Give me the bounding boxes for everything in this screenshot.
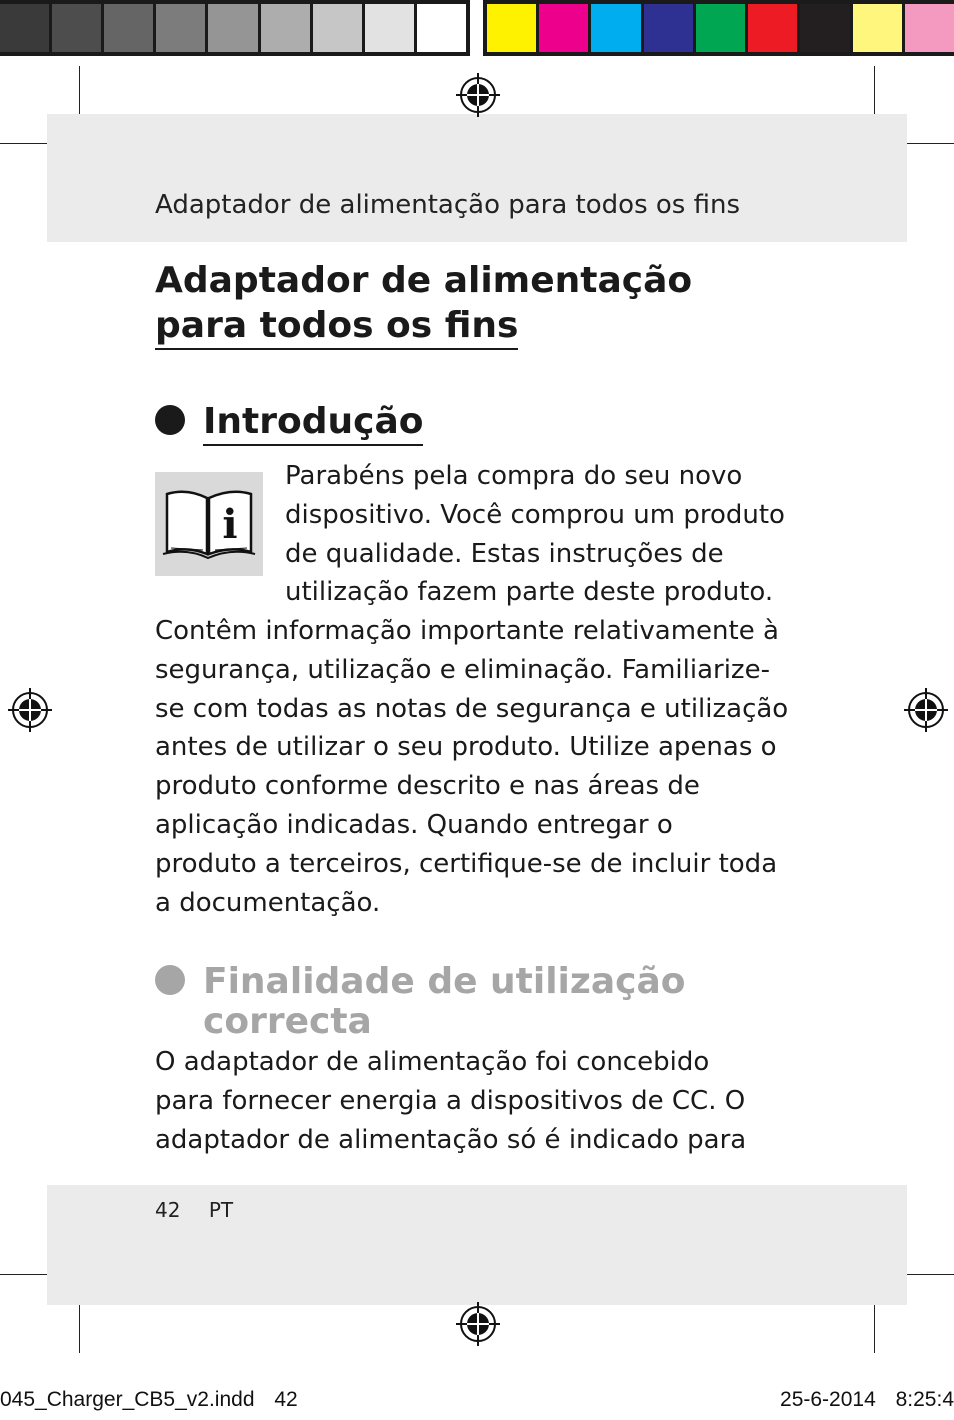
slug-time: 8:25:4 [895, 1388, 954, 1411]
slug-filename: 045_Charger_CB5_v2.indd [0, 1388, 255, 1411]
color-swatch [365, 4, 414, 52]
color-swatch [104, 4, 153, 52]
process-color-bar [483, 0, 954, 56]
color-swatch [417, 4, 466, 52]
text-line: a documentação. [155, 887, 381, 918]
registration-mark-icon [456, 1302, 500, 1346]
text-line: aplicação indicadas. Quando entregar o [155, 809, 673, 840]
gray-color-bar [0, 0, 470, 56]
color-swatch [487, 4, 536, 52]
purpose-paragraph [155, 1043, 746, 1159]
text-line: utilização fazem parte deste produto. [285, 577, 774, 608]
text-line: adaptador de alimentação só é indicado para [155, 1124, 747, 1155]
slug-page: 42 [274, 1388, 298, 1411]
color-swatch [52, 4, 101, 52]
info-letter: i [222, 501, 238, 548]
registration-mark-icon [456, 73, 500, 117]
page-footer [155, 1198, 233, 1222]
text-line: O adaptador de alimentação foi concebido [155, 1047, 710, 1077]
text-line: Contêm informação importante relativamente à [155, 616, 779, 646]
section-heading-text: Introdução [203, 401, 423, 446]
slug-datetime [780, 1388, 954, 1412]
color-swatch [208, 4, 257, 52]
color-swatch [591, 4, 640, 52]
registration-mark-icon [8, 688, 52, 732]
intro-paragraph-indented [285, 457, 785, 612]
color-swatch [313, 4, 362, 52]
color-swatch [905, 4, 954, 52]
color-swatch [156, 4, 205, 52]
info-book-icon [155, 472, 263, 576]
text-line: segurança, utilização e eliminação. Familiarize- [155, 654, 770, 685]
intro-paragraph [155, 612, 788, 922]
text-line: de qualidade. Estas instruções de [285, 538, 724, 569]
text-line: produto conforme descrito e nas áreas de [155, 771, 700, 802]
color-swatch [748, 4, 797, 52]
color-swatch [644, 4, 693, 52]
text-line: produto a terceiros, certifique-se de incluir toda [155, 848, 778, 879]
page-title [155, 258, 795, 350]
text-line: para fornecer energia a dispositivos de CC. O [155, 1085, 746, 1116]
color-swatch [696, 4, 745, 52]
slug-file [0, 1388, 298, 1412]
section-heading-text: correcta [203, 1001, 372, 1042]
section-heading-finalidade [155, 962, 686, 1042]
text-line: dispositivo. Você comprou um produto [285, 499, 785, 530]
crop-mark [874, 1297, 875, 1353]
section-heading-text: Finalidade de utilização [203, 961, 686, 1002]
title-line-1: Adaptador de alimentação [155, 260, 693, 301]
color-swatch [0, 4, 49, 52]
color-swatch [539, 4, 588, 52]
bullet-icon [155, 405, 185, 435]
color-swatch [853, 4, 902, 52]
language-code: PT [208, 1198, 234, 1222]
text-line: se com todas as notas de segurança e utilização [155, 693, 789, 724]
title-line-2: para todos os fins [155, 303, 518, 350]
crop-mark [79, 1297, 80, 1353]
header-band [47, 114, 907, 242]
bullet-icon [155, 965, 185, 995]
registration-mark-icon [904, 688, 948, 732]
slug-date: 25-6-2014 [780, 1388, 876, 1411]
color-swatch [800, 4, 849, 52]
text-line: antes de utilizar o seu produto. Utilize apenas o [155, 732, 777, 763]
section-heading-introducao [155, 402, 423, 442]
color-swatch [261, 4, 310, 52]
running-head: Adaptador de alimentação para todos os fins [155, 190, 740, 220]
page-number: 42 [155, 1198, 181, 1222]
text-line: Parabéns pela compra do seu novo [285, 461, 743, 491]
